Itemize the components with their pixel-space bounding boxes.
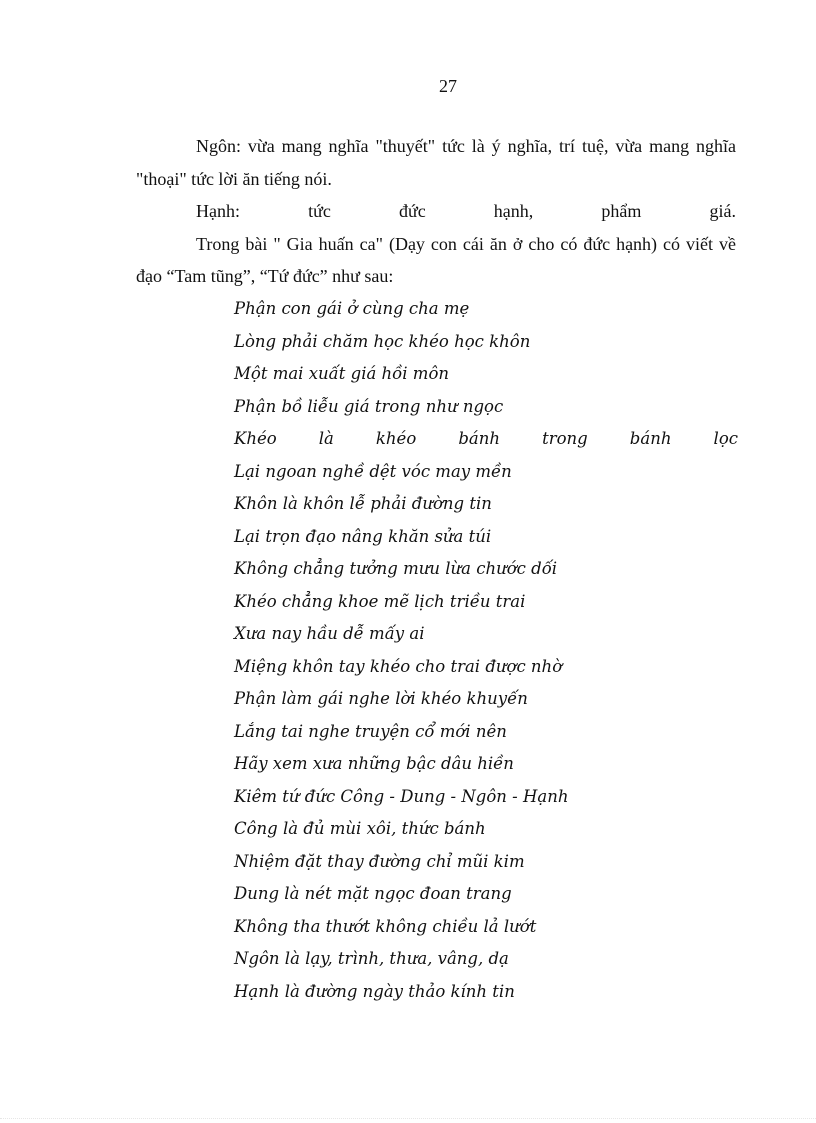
poem-line: Khôn là khôn lễ phải đường tin <box>234 494 492 513</box>
poem-line: Phận làm gái nghe lời khéo khuyến <box>234 689 528 708</box>
poem-line: Lắng tai nghe truyện cổ mới nên <box>234 721 507 741</box>
poem-line: Khéo là khéo bánh trong bánh lọc <box>234 429 738 448</box>
poem-line: Không tha thướt không chiều lả lướt <box>234 916 537 936</box>
poem-line: Hạnh là đường ngày thảo kính tin <box>234 981 515 1001</box>
paragraph-hanh: Hạnh: tức đức hạnh, phẩm giá. <box>196 201 736 221</box>
body-text <box>136 130 736 293</box>
poem-line: Khéo chẳng khoe mẽ lịch triều trai <box>234 591 526 611</box>
paragraph-ngon: Ngôn: vừa mang nghĩa "thuyết" tức là ý nghĩa, trí tuệ, vừa mang nghĩa "thoại" tức lời ăn tiếng nói. <box>136 136 736 189</box>
poem-line: Xưa nay hầu dễ mấy ai <box>234 624 425 643</box>
poem <box>234 293 738 1008</box>
poem-line: Lại trọn đạo nâng khăn sửa túi <box>234 526 492 546</box>
poem-line: Một mai xuất giá hồi môn <box>234 364 449 383</box>
poem-line: Phận bồ liễu giá trong như ngọc <box>234 396 504 416</box>
poem-line: Nhiệm đặt thay đường chỉ mũi kim <box>234 851 525 871</box>
poem-line: Dung là nét mặt ngọc đoan trang <box>234 884 512 903</box>
paragraph-gia-huan-ca: Trong bài " Gia huấn ca" (Dạy con cái ăn ở cho có đức hạnh) có viết về đạo “Tam tũng”, “Tứ đức” như sau: <box>136 233 736 286</box>
poem-line: Ngôn là lạy, trình, thưa, vâng, dạ <box>234 949 509 968</box>
poem-line: Miệng khôn tay khéo cho trai được nhờ <box>234 656 563 676</box>
poem-line: Lòng phải chăm học khéo học khôn <box>234 331 531 351</box>
poem-line: Không chẳng tưởng mưu lừa chước dối <box>234 559 558 578</box>
poem-line: Hãy xem xưa những bậc dâu hiền <box>234 754 514 773</box>
poem-line: Phận con gái ở cùng cha mẹ <box>234 299 470 318</box>
poem-line: Lại ngoan nghề dệt vóc may mền <box>234 461 512 481</box>
page-number: 27 <box>439 76 457 96</box>
poem-line: Công là đủ mùi xôi, thức bánh <box>234 819 486 838</box>
page-bottom-divider <box>0 1118 816 1119</box>
poem-line: Kiêm tứ đức Công - Dung - Ngôn - Hạnh <box>234 786 569 806</box>
